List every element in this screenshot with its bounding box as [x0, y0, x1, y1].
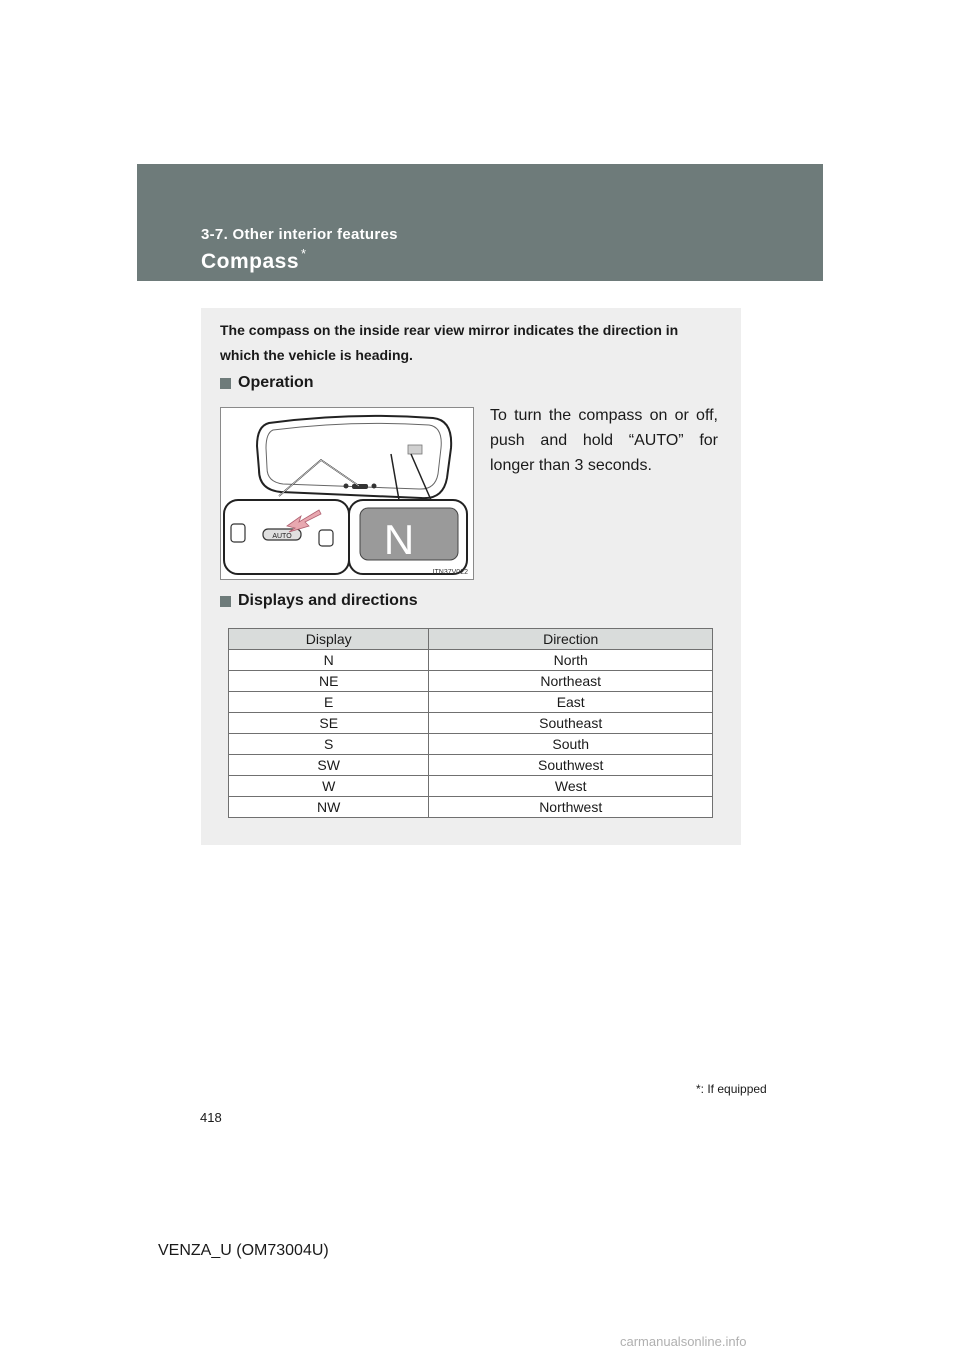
display-cell: NE [229, 671, 429, 692]
table-row [229, 734, 713, 755]
table-row [229, 797, 713, 818]
display-cell: E [229, 692, 429, 713]
operation-text: To turn the compass on or off, push and hold “AUTO” for longer than 3 seconds. [490, 407, 718, 474]
direction-cell: Northwest [429, 797, 713, 818]
display-cell: SE [229, 713, 429, 734]
document-code: VENZA_U (OM73004U) [158, 1242, 329, 1259]
page-title-text: Compass [201, 250, 300, 273]
table-row [229, 713, 713, 734]
direction-cell: West [429, 776, 713, 797]
direction-cell: Southwest [429, 755, 713, 776]
asterisk-icon: * [696, 1082, 701, 1096]
display-cell: N [229, 650, 429, 671]
table-row [229, 650, 713, 671]
table-header-row [229, 629, 713, 650]
direction-cell: Northeast [429, 671, 713, 692]
directions-table [228, 628, 713, 818]
display-cell: W [229, 776, 429, 797]
direction-cell: South [429, 734, 713, 755]
rear-view-mirror-svg [221, 408, 473, 579]
table-row [229, 755, 713, 776]
displays-heading [220, 592, 418, 610]
footnote [696, 1082, 767, 1096]
square-bullet-icon [220, 596, 231, 607]
section-header [137, 164, 823, 281]
intro-text: The compass on the inside rear view mirror indicates the direction in which the vehicle is heading. [220, 322, 679, 363]
direction-cell: North [429, 650, 713, 671]
column-header: Direction [429, 629, 713, 650]
table-row [229, 692, 713, 713]
direction-cell: East [429, 692, 713, 713]
displays-heading-label: Displays and directions [238, 592, 418, 609]
compass-display-letter: N [383, 516, 415, 563]
square-bullet-icon [220, 378, 231, 389]
table-row [229, 671, 713, 692]
display-cell: NW [229, 797, 429, 818]
table-row [229, 776, 713, 797]
auto-button-label: AUTO [272, 533, 292, 540]
column-header: Display [229, 629, 429, 650]
page-title [201, 248, 307, 274]
watermark: carmanualsonline.info [620, 1334, 747, 1349]
footnote-text: : If equipped [700, 1082, 767, 1096]
display-cell: S [229, 734, 429, 755]
operation-heading-label: Operation [238, 374, 314, 391]
page-number: 418 [200, 1110, 222, 1125]
content-box [201, 308, 741, 845]
display-cell: SW [229, 755, 429, 776]
direction-cell: Southeast [429, 713, 713, 734]
if-equipped-mark: * [301, 246, 307, 261]
figure-code: ITN37V022 [432, 569, 468, 576]
mirror-illustration [220, 407, 474, 580]
section-label: 3-7. Other interior features [201, 226, 398, 243]
operation-heading [220, 374, 314, 392]
